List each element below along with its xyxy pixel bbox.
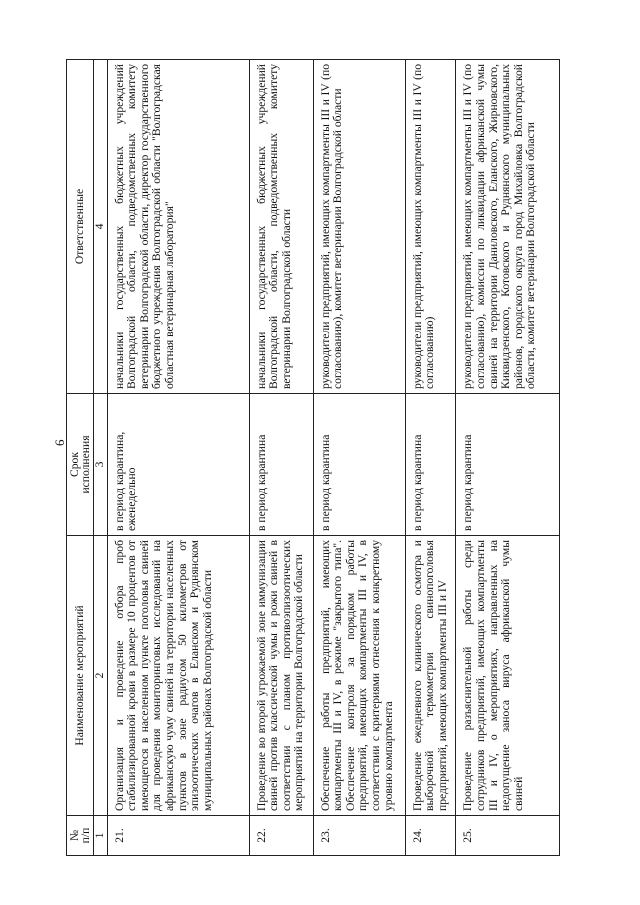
header-num: № п/п: [67, 816, 94, 856]
row-number: 25.: [456, 816, 560, 856]
header-term: Срок исполнения: [67, 394, 94, 536]
rotated-page: [66, 60, 590, 856]
row-term: в период карантина, еженедельно: [107, 394, 249, 536]
row-term: в период карантина: [405, 394, 456, 536]
row-responsible: руководители предприятий, имеющих компартменты III и IV (по согласованию), комитет ветеринарии Волгоградской области: [313, 60, 405, 394]
measures-table: [66, 59, 560, 856]
row-term: в период карантина: [313, 394, 405, 536]
row-responsible: начальники государственных бюджетных учреждений Волгоградской области, подведомственных комитету ветеринарии Волгоградской области, директор государственного бюджетного учреждения Волгоградской области "Волгоградская областная ветеринарная лаборатория": [107, 60, 249, 394]
table-row: [405, 60, 456, 856]
row-number: 21.: [107, 816, 249, 856]
header-responsible: Ответственные: [67, 60, 94, 394]
column-index: 4: [94, 60, 108, 394]
row-term: в период карантина: [249, 394, 313, 536]
row-event: Обеспечение работы предприятий, имеющих компартменты III и IV, в режиме "закрытого типа". Обеспечение контроля за порядком работы предприятий, имеющих компартменты III и IV, в соответствии с критериями отнесения к конкретному уровню компартмента: [313, 536, 405, 816]
row-number: 22.: [249, 816, 313, 856]
column-index-row: [94, 60, 108, 856]
header-event: Наименование мероприятий: [67, 536, 94, 816]
column-index: 3: [94, 394, 108, 536]
row-responsible: руководители предприятий, имеющих компартменты III и IV (по согласованию): [405, 60, 456, 394]
row-event: Проведение ежедневного клинического осмотра и выборочной термометрии свинопоголовья предприятий, имеющих компартменты III и IV: [405, 536, 456, 816]
table-row: [107, 60, 249, 856]
table-row: [456, 60, 560, 856]
row-event: Проведение разъяснительной работы среди сотрудников предприятий, имеющих компартменты III и IV, о мероприятиях, направленных на недопущение заноса вируса африканской чумы свиней: [456, 536, 560, 816]
table-header-row: [67, 60, 94, 856]
page-number: 6: [52, 439, 67, 446]
column-index: 2: [94, 536, 108, 816]
row-number: 24.: [405, 816, 456, 856]
row-responsible: начальники государственных бюджетных учреждений Волгоградской области, подведомственных комитету ветеринарии Волгоградской области: [249, 60, 313, 394]
row-term: в период карантина: [456, 394, 560, 536]
column-index: 1: [94, 816, 108, 856]
row-event: Проведение во второй угрожаемой зоне иммунизации свиней против классической чумы и рожи свиней в соответствии с планом противоэпизоотических мероприятий на территории Волгоградской области: [249, 536, 313, 816]
row-responsible: руководители предприятий, имеющих компартменты III и IV (по согласованию), комиссии по ликвидации африканской чумы свиней на территории Даниловского, Еланского, Жирновского, Киквидзенского, Котовского и Руднянского муниципальных районов, городского округа город Михайловка Волгоградской области, комитет ветеринарии Волгоградской области: [456, 60, 560, 394]
row-event: Организация и проведение отбора проб стабилизированной крови в размере 10 процентов от имеющегося в населенном пункте поголовья свиней для проведения мониторинговых исследований на африканскую чуму свиней на территории населенных пунктов в зоне радиусом 50 километров от эпизоотических очагов в Еланском и Руднянском муниципальных районах Волгоградской области: [107, 536, 249, 816]
row-number: 23.: [313, 816, 405, 856]
table-row: [313, 60, 405, 856]
table-row: [249, 60, 313, 856]
